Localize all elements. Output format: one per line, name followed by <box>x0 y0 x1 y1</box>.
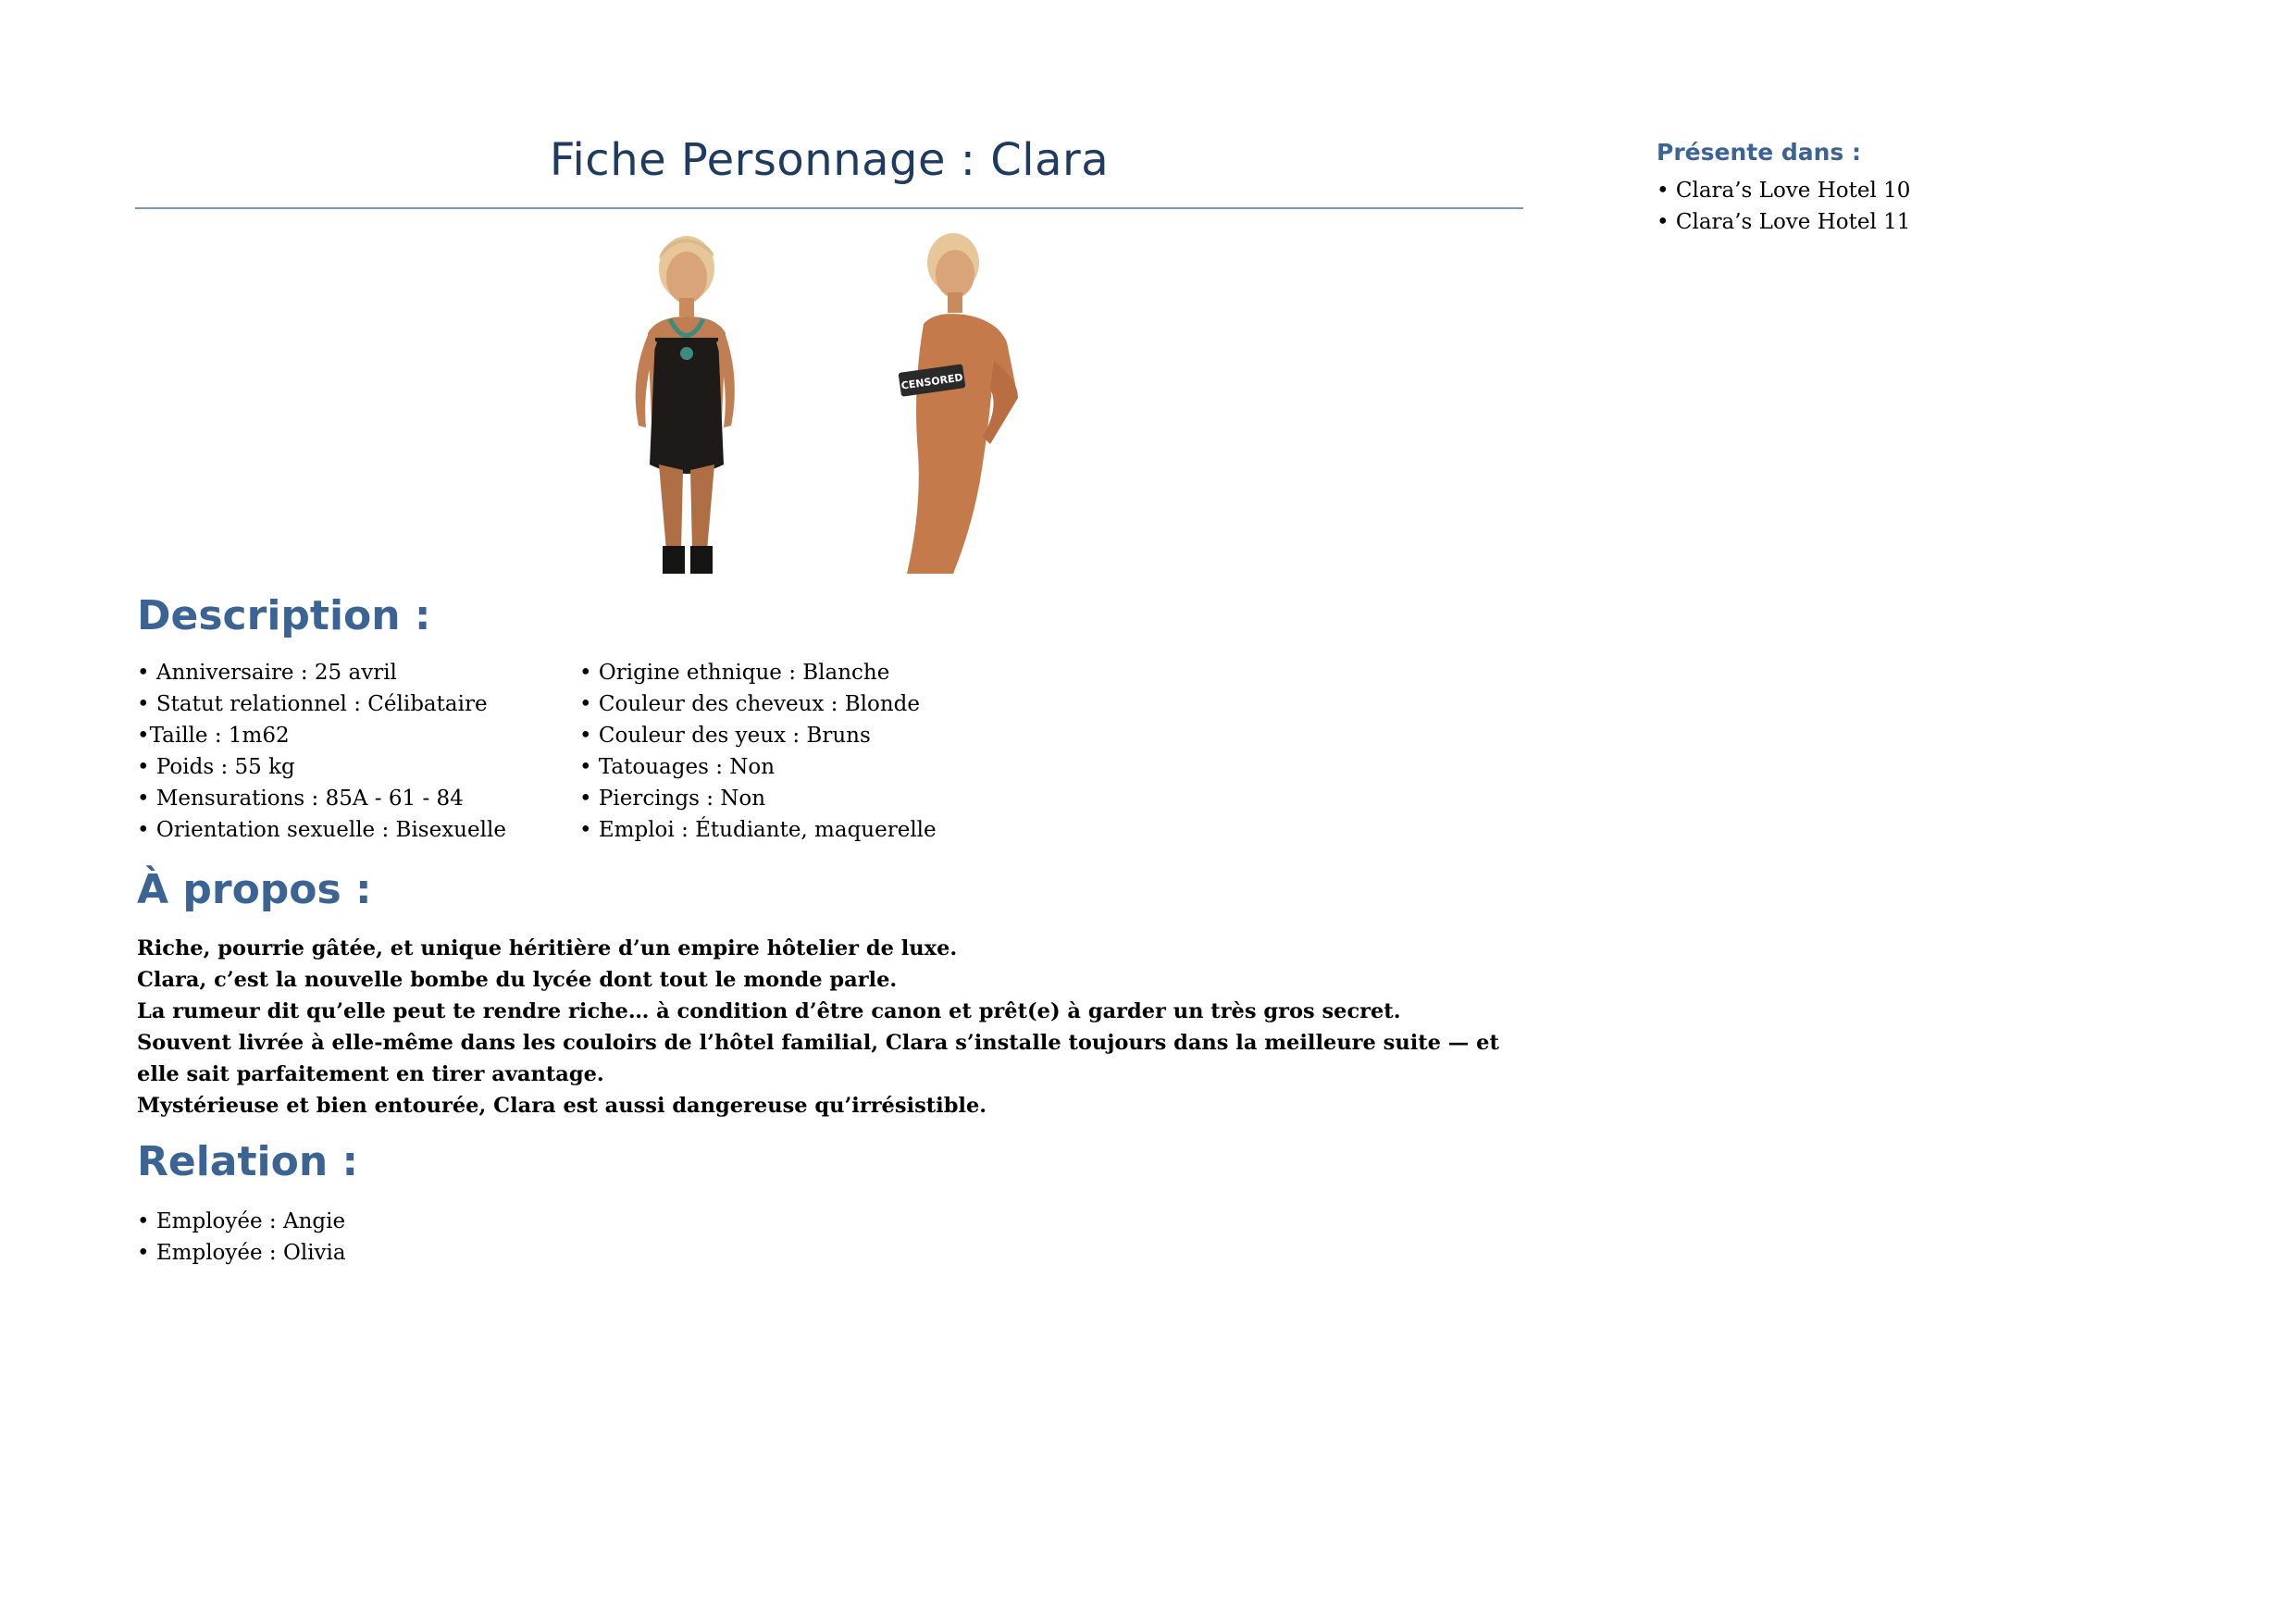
about-line: La rumeur dit qu’elle peut te rendre riche… à condition d’être canon et prêt(e) à garder un très gros secret. <box>137 999 1401 1023</box>
about-heading: À propos : <box>137 866 372 913</box>
list-item: • Poids : 55 kg <box>137 755 295 779</box>
character-portraits <box>583 231 1064 574</box>
list-item: • Anniversaire : 25 avril <box>137 661 397 685</box>
list-item: • Tatouages : Non <box>579 755 776 779</box>
list-item: • Employée : Angie <box>137 1209 346 1233</box>
page-title: Fiche Personnage : Clara <box>549 134 1110 186</box>
about-line: Clara, c’est la nouvelle bombe du lycée dont tout le monde parle. <box>137 968 898 992</box>
list-item: • Orientation sexuelle : Bisexuelle <box>137 818 506 842</box>
about-line: Souvent livrée à elle-même dans les couloirs de l’hôtel familial, Clara s’installe toujours dans la meilleure suite — et elle sait parfaitement en tirer avantage. <box>137 1031 1499 1086</box>
description-list-left <box>137 657 506 846</box>
description-heading: Description : <box>137 592 431 639</box>
list-item: • Couleur des cheveux : Blonde <box>579 692 920 716</box>
relation-heading: Relation : <box>137 1138 359 1185</box>
sidebar-heading: Présente dans : <box>1657 139 1861 166</box>
list-item: • Statut relationnel : Célibataire <box>137 692 488 716</box>
sidebar-item: • Clara’s Love Hotel 11 <box>1657 210 1911 234</box>
portrait-censored <box>879 231 1046 574</box>
about-line: Riche, pourrie gâtée, et unique héritière d’un empire hôtelier de luxe. <box>137 936 958 960</box>
about-line: Mystérieuse et bien entourée, Clara est aussi dangereuse qu’irrésistible. <box>137 1094 987 1118</box>
title-divider <box>135 207 1523 209</box>
relation-list <box>137 1206 346 1269</box>
list-item: •Taille : 1m62 <box>137 724 290 748</box>
list-item: • Couleur des yeux : Bruns <box>579 724 871 748</box>
list-item: • Piercings : Non <box>579 787 766 811</box>
list-item: • Origine ethnique : Blanche <box>579 661 890 685</box>
description-list-right <box>579 657 937 846</box>
list-item: • Emploi : Étudiante, maquerelle <box>579 818 937 842</box>
portrait-dressed <box>602 231 768 574</box>
list-item: • Employée : Olivia <box>137 1241 346 1265</box>
list-item: • Mensurations : 85A - 61 - 84 <box>137 787 464 811</box>
censor-label: CENSORED <box>900 371 964 392</box>
about-text <box>137 933 1507 1121</box>
sidebar-list <box>1657 175 1910 238</box>
sidebar-item: • Clara’s Love Hotel 10 <box>1657 179 1911 203</box>
